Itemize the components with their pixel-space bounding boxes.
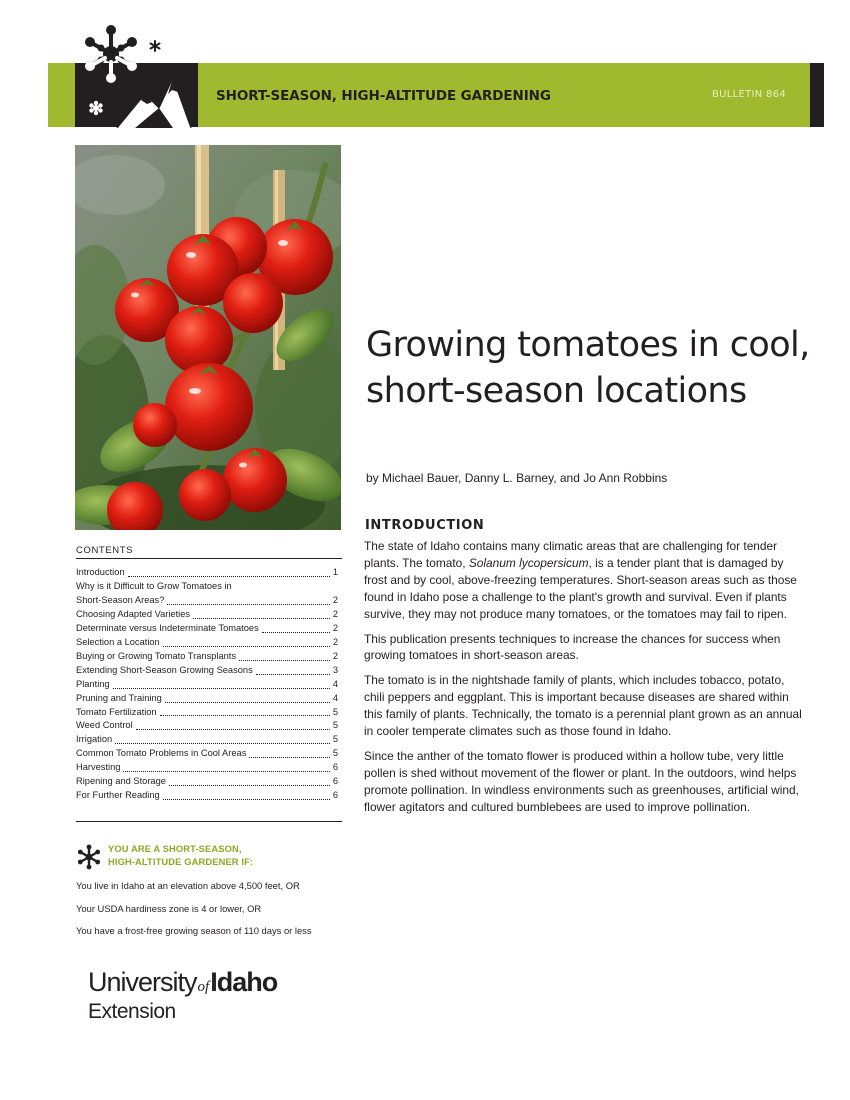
byline: by Michael Bauer, Danny L. Barney, and Jo Ann Robbins [366,471,668,485]
toc-item[interactable]: Harvesting 6 [76,762,338,773]
callout-criterion-elevation: You live in Idaho at an elevation above 4,500 feet, OR [76,880,300,891]
toc-item[interactable]: Pruning and Training 4 [76,692,338,703]
toc-item[interactable]: Selection a Location 2 [76,636,338,647]
intro-p1-start: The state of Idaho contains many climatic areas that are challenging for tender plants. The tomato, [364,539,778,570]
logo-university: University [88,967,197,997]
bulletin-number: BULLETIN 864 [712,89,787,100]
snowflake-mountains-icon [75,22,198,128]
toc-item[interactable]: Introduction 1 [76,567,338,577]
toc-item[interactable]: Irrigation 5 [76,734,338,745]
toc-item[interactable]: Determinate versus Indeterminate Tomatoes 2 [76,622,338,633]
intro-paragraph-4: Since the anther of the tomato flower is produced within a hollow tube, very little pollen is shed without movement of the flower or plant. In the outdoors, wind helps promote pollination. In windless environments such as greenhouses, artificial wind, flower agitators and cultured bumblebees are used to improve pollination. [364,748,799,814]
logo-of: of [197,979,210,995]
header-end-block [810,63,824,127]
toc-item[interactable]: Planting 4 [76,678,338,689]
table-of-contents [76,566,338,803]
cherry-tomato-vine-photo [75,145,341,530]
toc-item[interactable]: Common Tomato Problems in Cool Areas 5 [76,748,338,759]
introduction-body [364,538,802,824]
snowflake-icon [76,844,102,870]
species-name: Solanum lycopersicum [468,555,589,570]
contents-divider [76,558,342,559]
introduction-heading: INTRODUCTION [365,518,485,533]
toc-item[interactable]: Extending Short-Season Growing Seasons 3 [76,664,338,675]
intro-paragraph-1 [364,538,802,623]
callout-heading: YOU ARE A SHORT-SEASON, HIGH-ALTITUDE GARDENER IF: [108,843,254,867]
logo-idaho: Idaho [210,967,278,997]
intro-paragraph-3: The tomato is in the nightshade family of plants, which includes tobacco, potato, chili peppers and eggplant. This is important because diseases are shared within this family of plants. Technically, the tomato is a perennial plant grown as an annual in cooler temperate climates such as those found in Idaho. [364,673,802,739]
toc-item[interactable]: Ripening and Storage 6 [76,776,338,787]
toc-item-continued[interactable]: Short-Season Areas? 2 [76,594,338,605]
series-title: SHORT-SEASON, HIGH-ALTITUDE GARDENING [216,88,551,104]
toc-item[interactable]: Buying or Growing Tomato Transplants 2 [76,650,338,661]
toc-item[interactable]: Tomato Fertilization 5 [76,706,338,717]
logo-extension: Extension [88,1000,176,1023]
university-of-idaho-extension-logo [88,968,277,1023]
toc-item[interactable]: Weed Control 5 [76,720,338,731]
contents-bottom-divider [76,821,342,822]
contents-title: CONTENTS [76,545,134,556]
article-title: Growing tomatoes in cool, short-season locations [366,325,810,411]
toc-item[interactable]: For Further Reading 6 [76,790,338,801]
toc-item[interactable]: Why is it Difficult to Grow Tomatoes in [76,580,232,591]
callout-criterion-season: You have a frost-free growing season of 110 days or less [76,925,312,936]
callout-criterion-zone: Your USDA hardiness zone is 4 or lower, OR [76,903,262,914]
intro-paragraph-2: This publication presents techniques to increase the chances for success when growing tomatoes in short-season areas. [364,631,781,663]
intro-p1-end: , is a tender plant that is damaged by frost and by cool, above-freezing temperatures. Short-season areas such as those found in Idaho pose a challenge to the plant's growth and survival. Even if plants survive, they may not produce many tomatoes, or the tomatoes may fail to ripen. [364,555,797,621]
toc-item[interactable]: Choosing Adapted Varieties 2 [76,608,338,619]
